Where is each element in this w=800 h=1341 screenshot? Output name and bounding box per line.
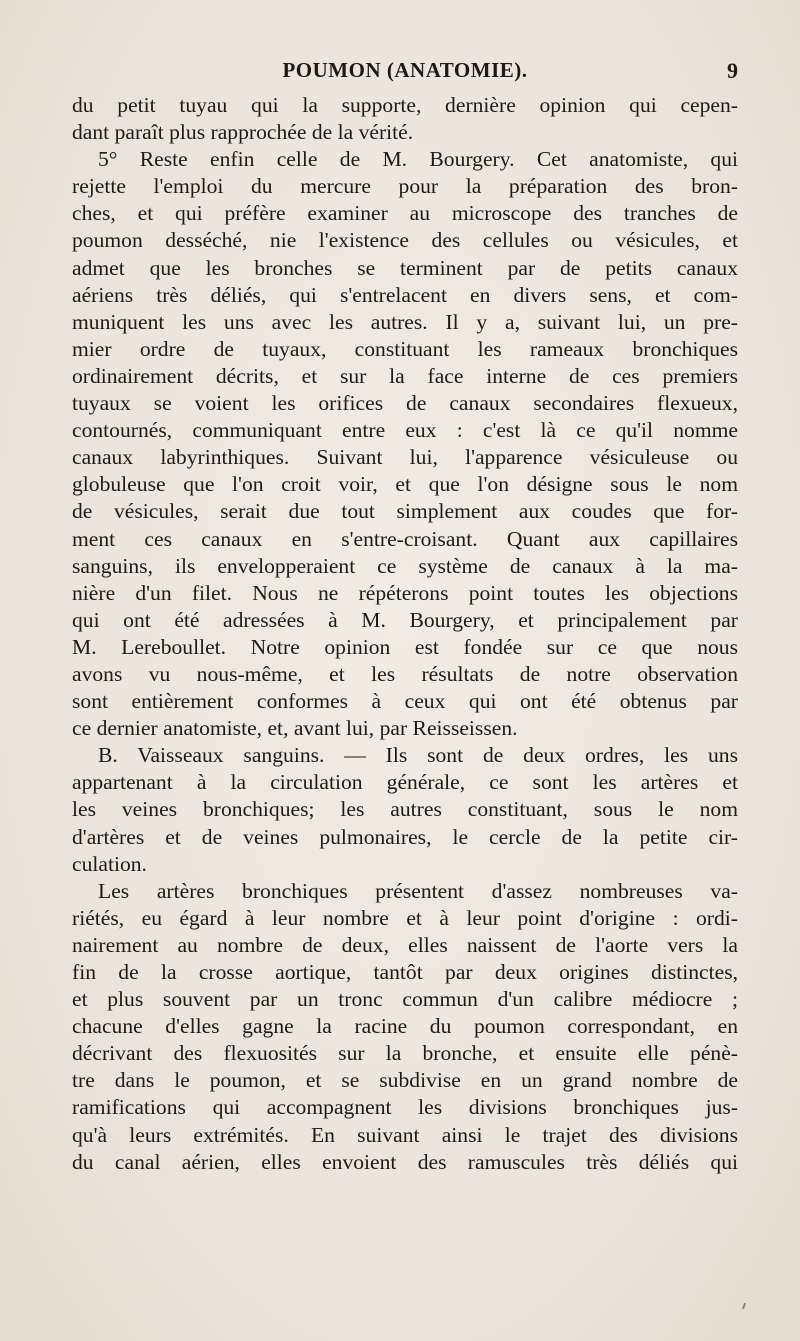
text-line: Les artères bronchiques présentent d'assez nombreuses va- xyxy=(98,878,738,903)
paragraph-arteres xyxy=(72,878,738,1176)
text-line: aériens très déliés, qui s'entrelacent en divers sens, et com- xyxy=(72,282,738,307)
text-line: du canal aérien, elles envoient des ramuscules très déliés qui xyxy=(72,1149,738,1174)
text-line: décrivant des flexuosités sur la bronche, et ensuite elle pénè- xyxy=(72,1041,738,1066)
text-line: appartenant à la circulation générale, ce sont les artères et xyxy=(72,770,738,795)
text-line: 5° Reste enfin celle de M. Bourgery. Cet anatomiste, qui xyxy=(98,147,738,172)
text-line: nière d'un filet. Nous ne répéterons point toutes les objections xyxy=(72,580,738,605)
text-line: globuleuse que l'on croit voir, et que l'on désigne sous le nom xyxy=(72,472,738,497)
text-line: contournés, communiquant entre eux : c'est là ce qu'il nomme xyxy=(72,418,738,443)
text-line: sont entièrement conformes à ceux qui ont été obtenus par xyxy=(72,689,738,714)
text-line: canaux labyrinthiques. Suivant lui, l'apparence vésiculeuse ou xyxy=(72,445,738,470)
running-title: POUMON (ANATOMIE). xyxy=(282,58,528,82)
paragraph-vaisseaux xyxy=(72,742,738,877)
text-line: et plus souvent par un tronc commun d'un calibre médiocre ; xyxy=(72,987,738,1012)
text-line: tuyaux se voient les orifices de canaux secondaires flexueux, xyxy=(72,391,738,416)
text-line: qui ont été adressées à M. Bourgery, et principalement par xyxy=(72,607,738,632)
page-number: 9 xyxy=(727,58,738,83)
text-line: ce dernier anatomiste, et, avant lui, par Reisseissen. xyxy=(72,716,518,741)
paragraph-bourgery xyxy=(72,146,738,742)
text-line: qu'à leurs extrémités. En suivant ainsi le trajet des divisions xyxy=(72,1122,738,1147)
text-line: fin de la crosse aortique, tantôt par deux origines distinctes, xyxy=(72,960,738,984)
body-text xyxy=(72,92,738,1176)
text-line: admet que les bronches se terminent par de petits canaux xyxy=(72,255,738,280)
running-header xyxy=(72,58,738,88)
margin-mark xyxy=(742,1303,746,1309)
text-line: nairement au nombre de deux, elles naissent de l'aorte vers la xyxy=(72,932,738,957)
text-line: poumon desséché, nie l'existence des cellules ou vésicules, et xyxy=(72,228,738,253)
text-line: riétés, eu égard à leur nombre et à leur point d'origine : ordi- xyxy=(72,905,738,930)
text-line: ches, et qui préfère examiner au microscope des tranches de xyxy=(72,201,738,226)
text-line: culation. xyxy=(72,851,147,876)
text-line: ramifications qui accompagnent les divisions bronchiques jus- xyxy=(72,1095,738,1120)
text-line: avons vu nous-même, et les résultats de notre observation xyxy=(72,661,738,686)
text-line: les veines bronchiques; les autres constituant, sous le nom xyxy=(72,797,738,822)
text-line: de vésicules, serait due tout simplement aux coudes que for- xyxy=(72,499,738,524)
text-line: d'artères et de veines pulmonaires, le cercle de la petite cir- xyxy=(72,824,738,849)
text-line: B. Vaisseaux sanguins. — Ils sont de deux ordres, les uns xyxy=(98,743,738,768)
text-line: mier ordre de tuyaux, constituant les rameaux bronchiques xyxy=(72,336,738,361)
text-line: M. Lereboullet. Notre opinion est fondée sur ce que nous xyxy=(72,634,738,659)
text-line: tre dans le poumon, et se subdivise en un grand nombre de xyxy=(72,1068,738,1093)
text-line: sanguins, ils envelopperaient ce système de canaux à la ma- xyxy=(72,553,738,578)
paragraph-continuation xyxy=(72,92,738,146)
text-line: chacune d'elles gagne la racine du poumon correspondant, en xyxy=(72,1014,738,1039)
text-line: ordinairement décrits, et sur la face interne de ces premiers xyxy=(72,363,738,388)
text-line: du petit tuyau qui la supporte, dernière opinion qui cepen- xyxy=(72,93,738,117)
text-line: dant paraît plus rapprochée de la vérité. xyxy=(72,120,414,145)
text-line: rejette l'emploi du mercure pour la préparation des bron- xyxy=(72,174,738,199)
text-line: ment ces canaux en s'entre-croisant. Quant aux capillaires xyxy=(72,526,738,551)
text-line: muniquent les uns avec les autres. Il y a, suivant lui, un pre- xyxy=(72,309,738,334)
